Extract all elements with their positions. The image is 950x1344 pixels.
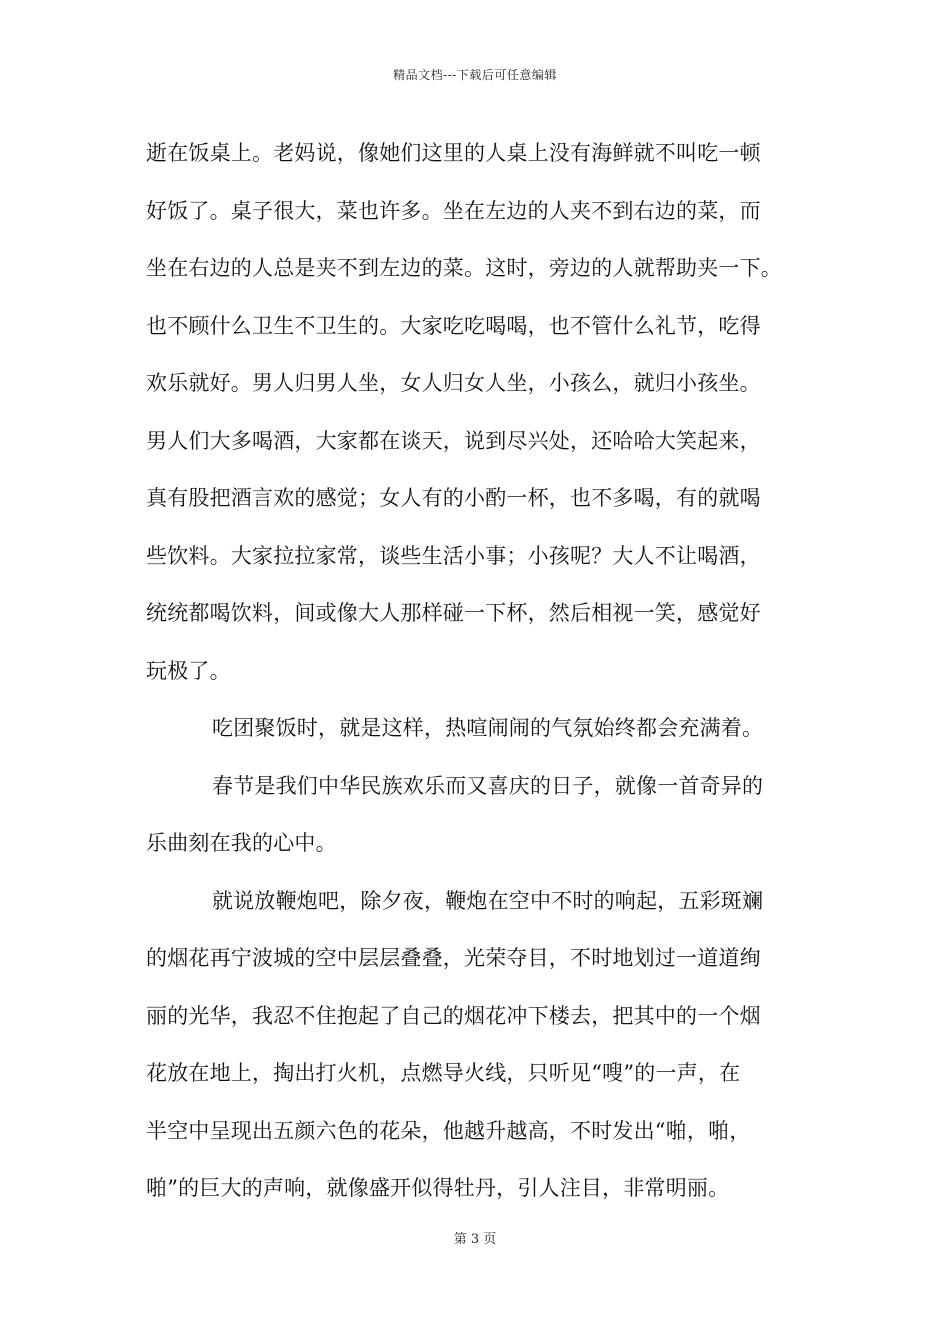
text-line: 逝在饭桌上。老妈说，像她们这里的人桌上没有海鲜就不叫吃一顿	[146, 141, 761, 165]
page-number: 第 3 页	[453, 1232, 497, 1247]
text-line: 啪”的巨大的声响，就像盛开似得牡丹，引人注目，非常明丽。	[146, 1176, 730, 1200]
text-line: 乐曲刻在我的心中。	[146, 831, 337, 855]
page-header: 精品文档---下载后可任意编辑	[393, 68, 557, 82]
text-line: 也不顾什么卫生不卫生的。大家吃吃喝喝，也不管什么礼节，吃得	[146, 313, 761, 338]
text-line: 欢乐就好。男人归男人坐，女人归女人坐，小孩么，就归小孩坐。	[146, 371, 761, 395]
text-line: 玩极了。	[146, 658, 231, 683]
text-line: 统统都喝饮料，间或像大人那样碰一下杯，然后相视一笑，感觉好	[146, 601, 761, 625]
text-line: 的烟花再宁波城的空中层层叠叠，光荣夺目，不时地划过一道道绚	[146, 946, 761, 970]
text-line: 些饮料。大家拉拉家常，谈些生活小事；小孩呢？大人不让喝酒，	[146, 543, 761, 568]
text-line: 好饭了。桌子很大，菜也许多。坐在左边的人夹不到右边的菜，而	[146, 198, 761, 223]
paragraph-first-line: 吃团聚饭时，就是这样，热喧闹闹的气氛始终都会充满着。	[212, 716, 764, 740]
text-line: 半空中呈现出五颜六色的花朵，他越升越高，不时发出“啪，啪，	[146, 1118, 751, 1143]
paragraph-first-line: 春节是我们中华民族欢乐而又喜庆的日子，就像一首奇异的	[212, 773, 764, 798]
text-line: 坐在右边的人总是夹不到左边的菜。这时，旁边的人就帮助夹一下。	[146, 256, 782, 280]
document-body	[146, 125, 826, 1218]
paragraph-first-line: 就说放鞭炮吧，除夕夜，鞭炮在空中不时的响起，五彩斑斓	[212, 888, 764, 913]
text-line: 真有股把酒言欢的感觉；女人有的小酌一杯，也不多喝，有的就喝	[146, 486, 761, 510]
text-line: 男人们大多喝酒，大家都在谈天，说到尽兴处，还哈哈大笑起来，	[146, 428, 761, 453]
text-line: 花放在地上，掏出打火机，点燃导火线，只听见“嗖”的一声，在	[146, 1061, 741, 1085]
text-line: 丽的光华，我忍不住抱起了自己的烟花冲下楼去，把其中的一个烟	[146, 1003, 761, 1028]
